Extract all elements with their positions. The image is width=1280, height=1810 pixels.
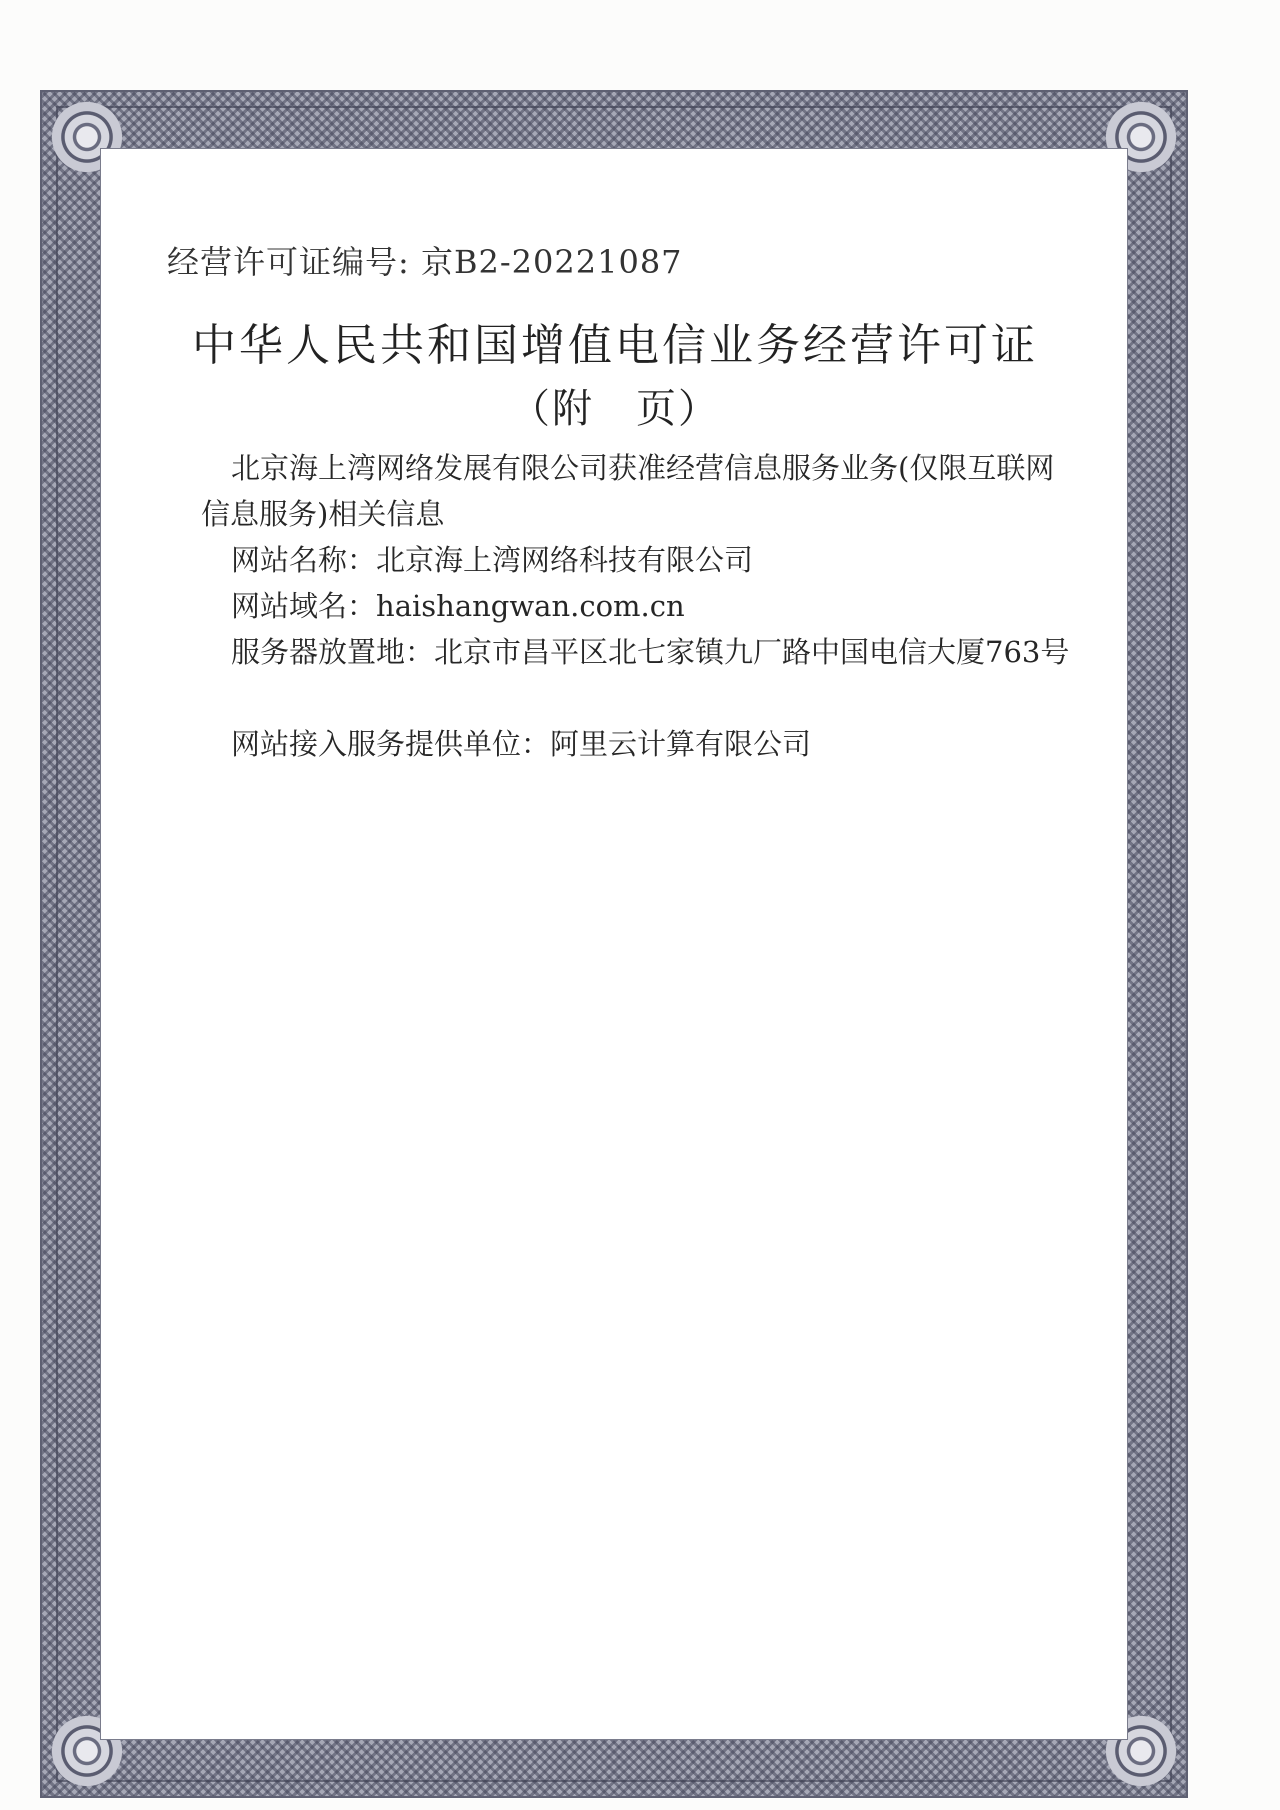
site-domain-row: [201, 583, 1081, 629]
site-name-label: 网站名称：: [231, 543, 377, 577]
site-name-row: [201, 537, 1081, 583]
intro-text: 北京海上湾网络发展有限公司获准经营信息服务业务(仅限互联网信息服务)相关信息: [201, 451, 1055, 531]
guilloche-border: [40, 90, 1188, 1798]
certificate-title: 中华人民共和国增值电信业务经营许可证: [192, 320, 1038, 371]
site-domain-value: haishangwan.com.cn: [376, 589, 685, 623]
server-location-value: 北京市昌平区北七家镇九厂路中国电信大厦763号: [434, 635, 1070, 669]
site-domain-label: 网站域名：: [231, 589, 377, 623]
license-number-value: 京B2-20221087: [420, 243, 683, 281]
certificate-content: [100, 148, 1128, 1740]
server-location-row: [201, 629, 1081, 675]
access-provider-row: [201, 721, 1081, 767]
site-name-value: 北京海上湾网络科技有限公司: [376, 543, 754, 577]
intro-paragraph: [201, 445, 1081, 537]
access-provider-value: 阿里云计算有限公司: [550, 727, 812, 761]
certificate-subtitle: （附 页）: [510, 386, 720, 432]
license-number-label: 经营许可证编号:: [167, 243, 410, 281]
license-number-line: [167, 237, 683, 283]
access-provider-label: 网站接入服务提供单位：: [231, 727, 551, 761]
server-location-label: 服务器放置地：: [231, 635, 435, 669]
